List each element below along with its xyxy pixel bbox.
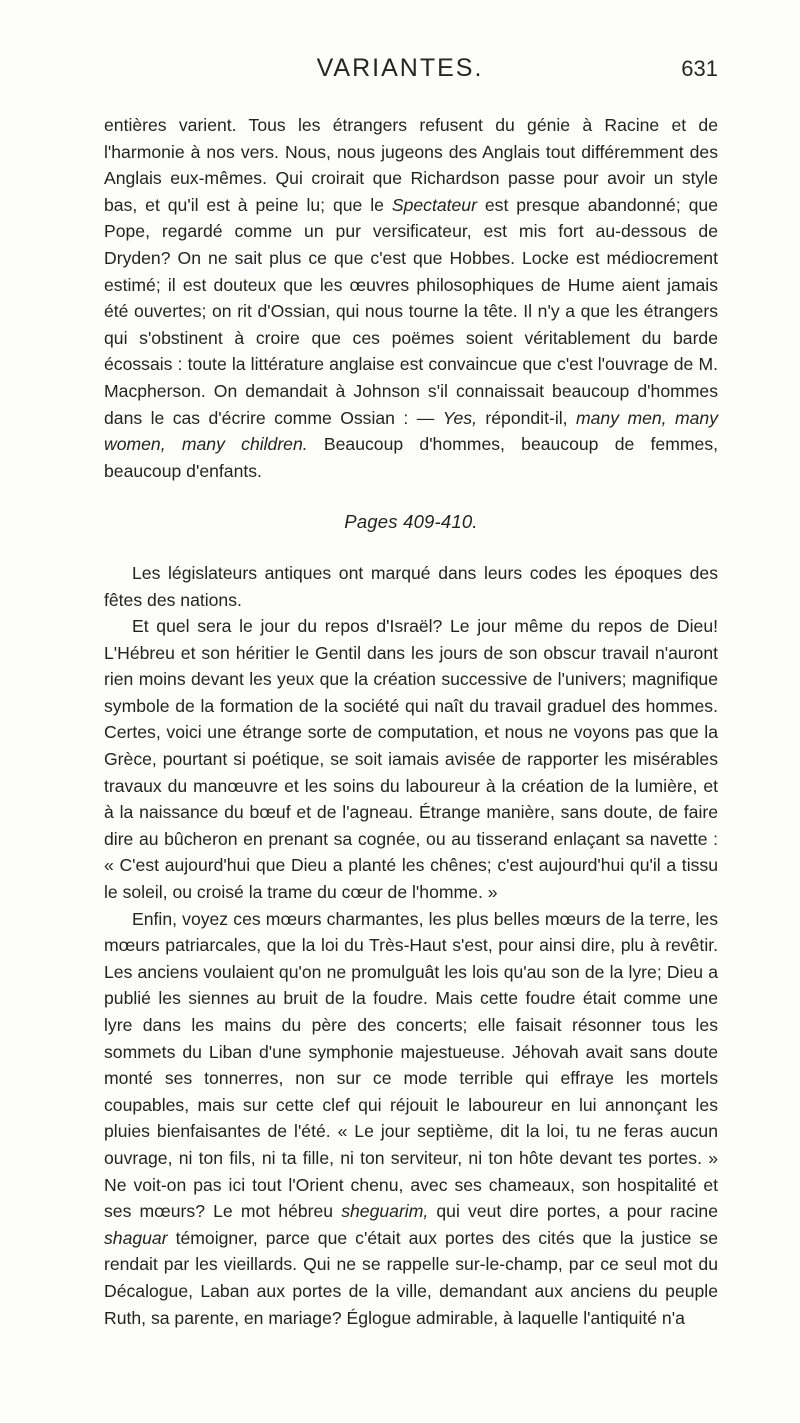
- paragraph-4-text-b: qui veut dire portes, a pour racine: [428, 1201, 718, 1222]
- english-quote: many men, many women, many children.: [104, 407, 719, 455]
- page-header: [0, 52, 800, 92]
- paragraph-2: Les législateurs antiques ont marqué dans leurs codes les époques des fêtes des nations.: [104, 562, 718, 610]
- running-title: VARIANTES.: [316, 54, 484, 82]
- paragraph-1: [104, 112, 718, 484]
- paragraph-1-text-b: est presque abandonné; que Pope, regardé comme un pur versificateur, est mis fort au-dessous de Dryden? On ne sait plus ce que c'est que Hobbes. Locke est médiocrement estimé; il est douteux que les œuvres philosophiques de Hume aient jamais été ouvertes; on rit d'Ossian, qui nous tourne la tête. Il n'y a que les étrangers qui s'obstinent à croire que ces poëmes soient véritablement du barde écossais : toute la littérature anglaise est convaincue que c'est l'ouvrage de M. Macpherson. On demandait à Johnson s'il connaissait beaucoup d'hommes dans le cas d'écrire comme Ossian : —: [104, 194, 718, 428]
- paragraph-3: Et quel sera le jour du repos d'Israël? Le jour même du repos de Dieu! L'Hébreu et son héritier le Gentil dans les jours de son obscur travail n'auront rien moins devant les yeux que la création successive de l'univers; magnifique symbole de la formation de la société qui naît du travail graduel des hommes. Certes, voici une étrange sorte de computation, et nous ne voyons pas que la Grèce, pourtant si poétique, se soit iamais avisée de rapporter les misérables travaux du manœuvre et les soins du laboureur à la création de la lumière, et à la naissance du bœuf et de l'agneau. Étrange manière, sans doute, de faire dire au bûcheron en prenant sa cognée, ou au tisserand enlaçant sa navette : « C'est aujourd'hui que Dieu a planté les chênes; c'est aujourd'hui qu'il a tissu le soleil, ou croisé la trame du cœur de l'homme. »: [104, 616, 718, 903]
- paragraph-4-text-c: témoigner, parce que c'était aux portes des cités que la justice se rendait par les vieillards. Qui ne se rappelle sur-le-champ, par ce seul mot du Décalogue, Laban aux portes de la ville, demandant aux anciens du peuple Ruth, sa parente, en mariage? Églogue admirable, à laquelle l'antiquité n'a: [104, 1227, 718, 1328]
- spectateur-title: Spectateur: [391, 194, 477, 215]
- section-heading: Pages 409-410.: [344, 511, 478, 533]
- yes-quote: Yes,: [442, 407, 477, 428]
- paragraph-4-text-a: Enfin, voyez ces mœurs charmantes, les plus belles mœurs de la terre, les mœurs patriarcales, que la loi du Très-Haut s'est, pour ainsi dire, plu à revêtir. Les anciens voulaient qu'on ne promulguât les lois qu'au son de la lyre; Dieu a publié les siennes au bruit de la foudre. Mais cette foudre était comme une lyre dans les mains du père des concerts; elle faisait résonner tous les sommets du Liban d'une symphonie majestueuse. Jéhovah avait sans doute monté ses tonnerres, non sur ce mode terrible qui effraye les mortels coupables, mais sur cette clef qui réjouit le laboureur en lui annonçant les pluies bienfaisantes de l'été. « Le jour septième, dit la loi, tu ne feras aucun ouvrage, ni ton fils, ni ta fille, ni ton serviteur, ni ton hôte devant tes portes. » Ne voit-on pas ici tout l'Orient chenu, avec ses chameaux, son hospitalité et ses mœurs? Le mot hébreu: [104, 908, 718, 1222]
- paragraph-1-text-a: entières varient. Tous les étrangers refusent du génie à Racine et de l'harmonie à nos vers. Nous, nous jugeons des Anglais tout différemment des Anglais eux-mêmes. Qui croirait que Richardson passe pour avoir un style bas, et qu'il est à peine lu; que le: [104, 115, 718, 215]
- paragraph-1-text-c: répondit-il,: [476, 407, 576, 428]
- paragraph-1-text-d: Beaucoup d'hommes, beaucoup de femmes, beaucoup d'enfants.: [104, 434, 718, 481]
- paragraph-4: [104, 906, 718, 1332]
- body-text: [104, 112, 718, 1331]
- sheguarim-word: sheguarim,: [341, 1201, 429, 1222]
- shaguar-word: shaguar: [104, 1227, 168, 1248]
- page-number: 631: [681, 56, 718, 81]
